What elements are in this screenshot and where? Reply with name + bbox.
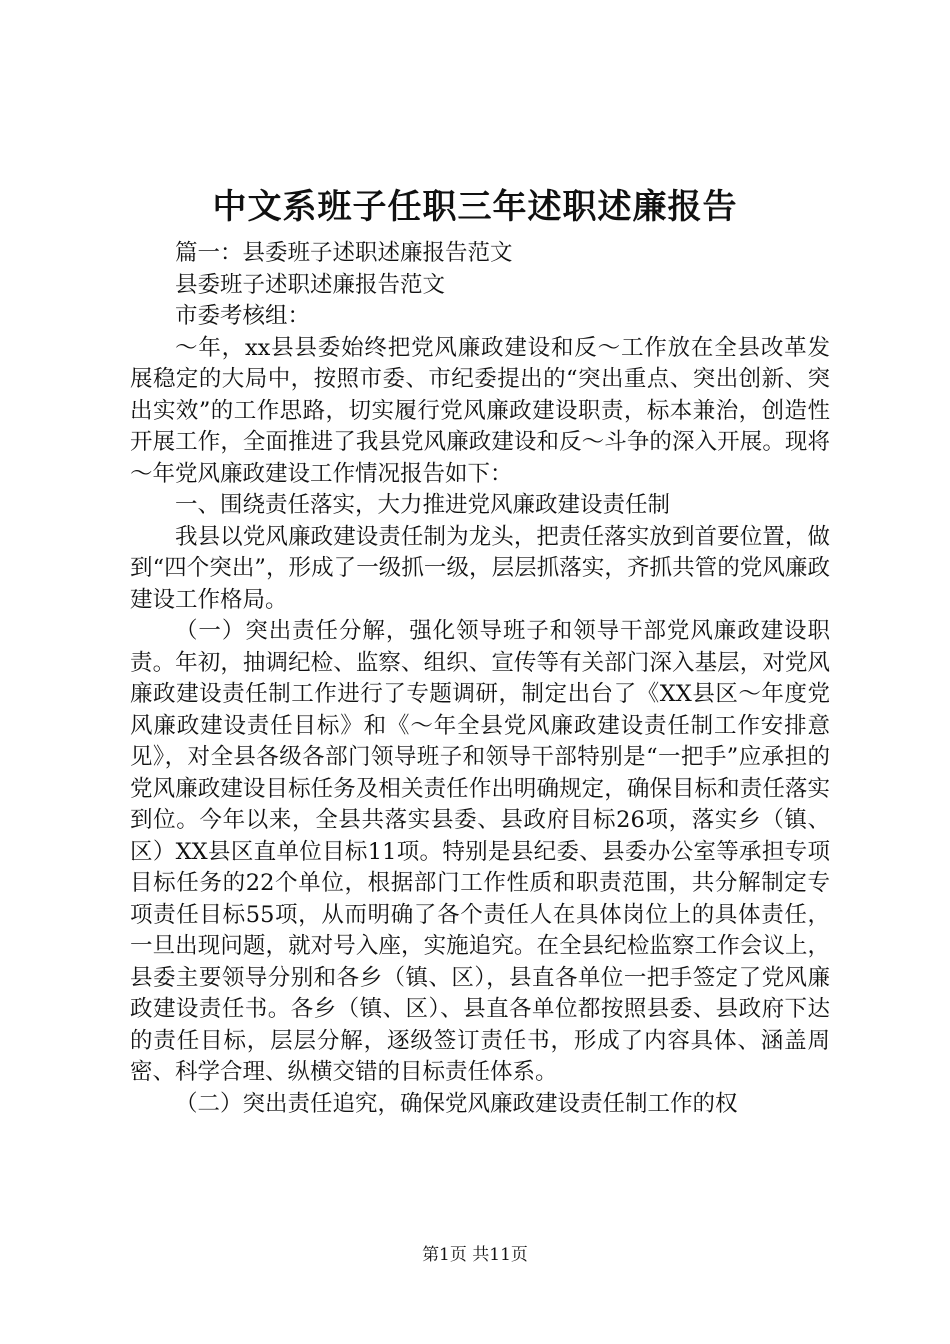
section-heading-one: 一、围绕责任落实，大力推进党风廉政建设责任制 (175, 492, 671, 518)
salutation: 市委考核组： (175, 303, 311, 329)
document-body (130, 238, 830, 1120)
body-paragraph: 我县以党风廉政建设责任制为龙头，把责任落实放到首要位置，做到“四个突出”，形成了一级抓一级，层层抓落实，齐抓共管的党风廉政建设工作格局。 (130, 523, 830, 613)
body-paragraph: ～年，xx县县委始终把党风廉政建设和反～工作放在全县改革发展稳定的大局中，按照市委、市纪委提出的“突出重点、突出创新、突出实效”的工作思路，切实履行党风廉政建设职责，标本兼治，创造性开展工作，全面推进了我县党风廉政建设和反～斗争的深入开展。现将～年党风廉政建设工作情况报告如下： (130, 334, 830, 487)
report-subtitle: 县委班子述职述廉报告范文 (175, 271, 446, 298)
body-paragraph: （二）突出责任追究，确保党风廉政建设责任制工作的权 (175, 1090, 738, 1117)
page-footer: 第1页 共11页 (422, 1245, 528, 1265)
body-paragraph: （一）突出责任分解，强化领导班子和领导干部党风廉政建设职责。年初，抽调纪检、监察、组织、宣传等有关部门深入基层，对党风廉政建设责任制工作进行了专题调研，制定出台了《XX县区～年度党风廉政建设责任目标》和《～年全县党风廉政建设责任制工作安排意见》，对全县各级各部门领导班子和领导干部特别是“一把手”应承担的党风廉政建设目标任务及相关责任作出明确规定，确保目标和责任落实到位。今年以来，全县共落实县委、县政府目标26项，落实乡（镇、区）XX县区直单位目标11项。特别是县纪委、县委办公室等承担专项目标任务的22个单位，根据部门工作性质和职责范围，共分解制定专项责任目标55项，从而明确了各个责任人在具体岗位上的具体责任，一旦出现问题，就对号入座，实施追究。在全县纪检监察工作会议上，县委主要领导分别和各乡（镇、区），县直各单位一把手签定了党风廉政建设责任书。各乡（镇、区）、县直各单位都按照县委、县政府下达的责任目标，层层分解，逐级签订责任书，形成了内容具体、涵盖周密、科学合理、纵横交错的目标责任体系。 (130, 618, 830, 1085)
section-heading-part-one: 篇一：县委班子述职述廉报告范文 (175, 240, 513, 266)
document-title: 中文系班子任职三年述职述廉报告 (212, 187, 738, 227)
